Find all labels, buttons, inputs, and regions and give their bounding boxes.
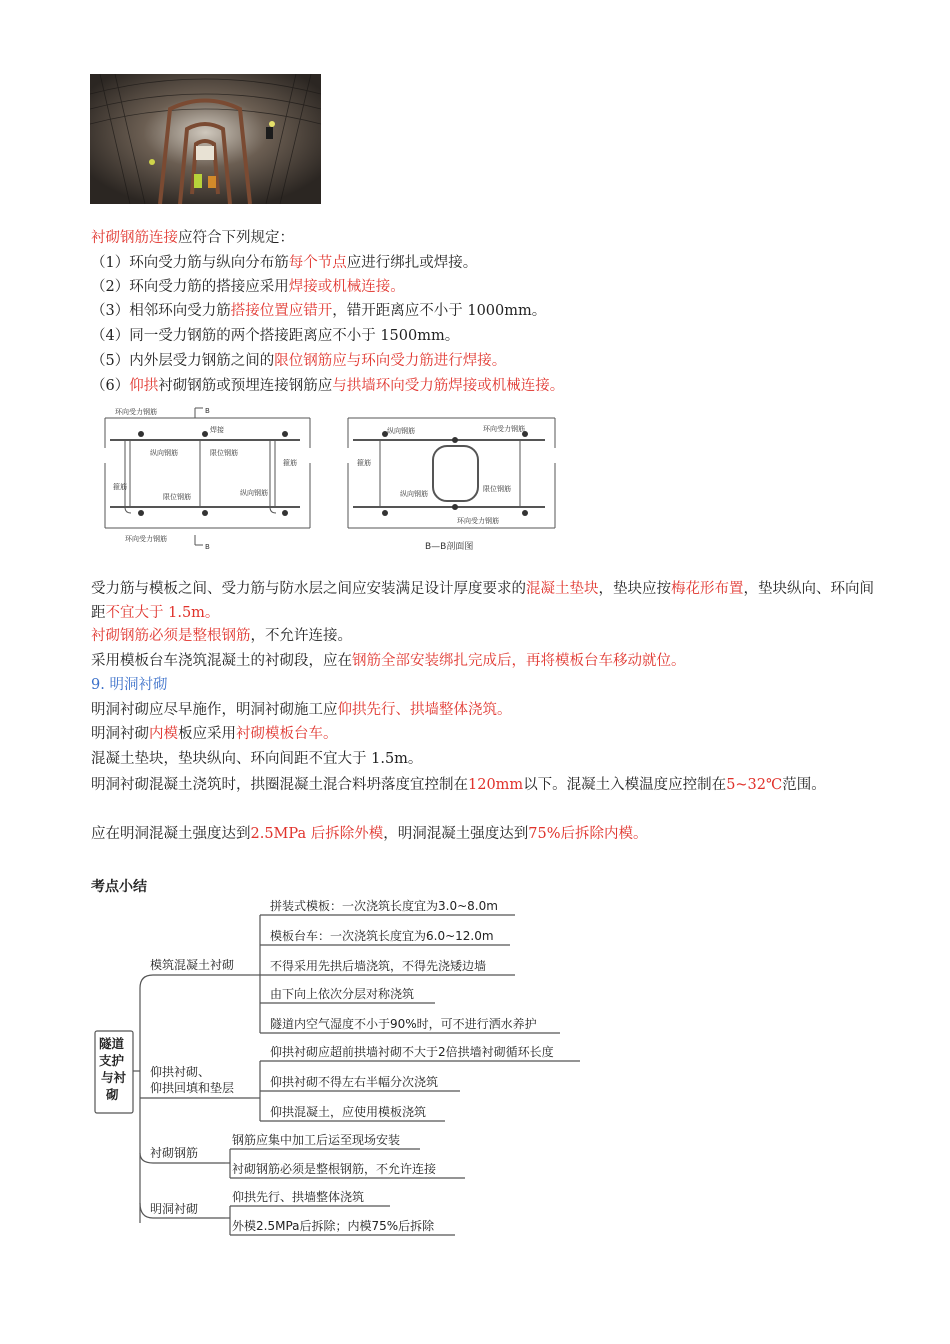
para-emphasis: 混凝土垫块: [526, 581, 599, 597]
rule-emphasis: 仰拱: [129, 378, 159, 394]
diagram-label: 纵向钢筋: [240, 489, 268, 497]
rule-text: 衬砌钢筋或预埋连接钢筋应: [158, 378, 333, 394]
para-emphasis: 75%后拆除内模。: [528, 826, 648, 842]
diagram-label: 箍筋: [113, 483, 127, 491]
diagram-label: 箍筋: [357, 459, 371, 467]
para-text: 应在明洞混凝土强度达到: [91, 826, 251, 842]
mindmap-branch-label: 衬砌钢筋: [150, 1146, 199, 1160]
section-title: B—B剖面图: [425, 542, 474, 552]
para-text: ，垫块应按: [598, 581, 671, 597]
para-text: 以下。混凝土入模温度应控制在: [523, 777, 727, 793]
mindmap-leaf: 仰拱衬砌不得左右半幅分次浇筑: [270, 1075, 439, 1089]
rule-emphasis: 与拱墙环向受力筋焊接或机械连接。: [332, 378, 565, 394]
diagram-label: 纵向钢筋: [400, 490, 428, 498]
mindmap-leaf: 钢筋应集中加工后运至现场安装: [232, 1133, 401, 1147]
rule-6: [91, 376, 564, 396]
section-mark-bottom: B: [205, 543, 210, 551]
mindmap-branch-label: 明洞衬砌: [150, 1202, 199, 1216]
rule-5: [91, 351, 506, 371]
para-text: 块纵向、环向间距: [91, 581, 874, 621]
diagram-label: 环向受力钢筋: [125, 535, 167, 543]
para-text: 范: [782, 777, 797, 793]
mindmap-branch-label: 仰拱回填和垫层: [150, 1081, 235, 1095]
diagram-label: 环向受力钢筋: [483, 425, 525, 433]
rebar-connection-intro: [91, 228, 294, 248]
para-text: 明洞衬砌应尽早施作，明洞衬砌施工应: [91, 702, 338, 718]
paragraph-open-cut-1: [91, 700, 512, 720]
para-text: 采用模板台车浇筑混凝土的衬砌段，应在: [91, 653, 352, 669]
diagram-label: 纵向钢筋: [150, 449, 178, 457]
paragraph-open-cut-2: [91, 724, 338, 744]
mindmap-leaf: 衬砌钢筋必须是整根钢筋，不允许连接: [232, 1162, 437, 1176]
mindmap-leaf: 外模2.5MPa后拆除；内模75%后拆除: [232, 1219, 435, 1233]
rule-emphasis: 限位钢筋应与环向受力筋进行焊接。: [274, 353, 507, 369]
mindmap-root: 隧道支护与衬砌: [99, 1036, 127, 1102]
summary-title: 考点小结: [91, 879, 147, 895]
paragraph-formwork-trolley: [91, 651, 686, 671]
diagram-label: 环向受力钢筋: [457, 517, 499, 525]
para-emphasis: 钢筋全部安装绑扎完成后，再将模板台车移动就位。: [352, 653, 686, 669]
paragraph-open-cut-3: 混凝土垫块，垫块纵向、环向间距不宜大于 1.5m。: [91, 751, 423, 767]
mindmap-leaf: 模板台车：一次浇筑长度宜为6.0~12.0m: [270, 929, 494, 943]
para-text: 明洞衬砌混凝土浇筑时，拱圈混凝土混合料坍落度宜控制在: [91, 777, 468, 793]
diagram-label: 纵向钢筋: [387, 427, 415, 435]
para-text: 围。: [796, 777, 826, 793]
para-text: ，垫: [743, 581, 773, 597]
para-text: ，明洞混凝土强度达到: [383, 826, 529, 842]
diagram-label: 限位钢筋: [483, 485, 511, 493]
para-emphasis: 仰拱先行、拱墙整体浇筑。: [337, 702, 512, 718]
paragraph-open-cut-5: [91, 824, 648, 844]
rule-4: [91, 326, 459, 346]
paragraph-open-cut-4: [91, 773, 886, 797]
para-text: ，不允许连接。: [250, 628, 352, 644]
rule-1: [91, 253, 477, 273]
rule-text: （1）环向受力筋与纵向分布筋: [91, 255, 289, 271]
mindmap-leaf: 仰拱衬砌应超前拱墙衬砌不大于2倍拱墙衬砌循环长度: [270, 1045, 554, 1059]
mindmap-leaf: 不得采用先拱后墙浇筑，不得先浇矮边墙: [270, 959, 487, 973]
rule-3: [91, 301, 546, 321]
diagram-label: 环向受力钢筋: [115, 408, 157, 416]
intro-keyword: 衬砌钢筋连接: [91, 230, 178, 246]
mindmap-leaf: 隧道内空气湿度不小于90%时，可不进行洒水养护: [270, 1017, 537, 1031]
rule-2: [91, 277, 405, 297]
para-text: 板应采用: [178, 726, 236, 742]
diagram-label: 焊接: [210, 426, 224, 434]
mindmap-leaf: 仰拱混凝土，应使用模板浇筑: [270, 1105, 427, 1119]
rule-text: 应进行绑扎或焊接。: [346, 255, 478, 271]
para-emphasis: 内模: [149, 726, 178, 742]
rule-emphasis: 搭接位置应错开: [230, 303, 333, 319]
diagram-label: 箍筋: [283, 459, 297, 467]
paragraph-spacer-blocks: [91, 577, 886, 625]
para-emphasis: 衬砌钢筋必须是整根钢筋: [91, 628, 251, 644]
rule-text: （3）相邻环向受力筋: [91, 303, 231, 319]
rule-text: （6）: [91, 378, 130, 394]
para-text: 明洞衬砌: [91, 726, 149, 742]
para-emphasis: 2.5MPa 后拆除外模: [250, 826, 384, 842]
para-emphasis: 120mm: [468, 777, 524, 793]
mindmap-leaf: 由下向上依次分层对称浇筑: [270, 987, 415, 1001]
para-emphasis: 梅花形布置: [671, 581, 744, 597]
rule-emphasis: 每个节点: [288, 255, 347, 271]
heading-open-cut-lining: 9. 明洞衬砌: [91, 677, 168, 693]
intro-text: 应符合下列规定：: [178, 230, 294, 246]
mindmap-leaf: 仰拱先行、拱墙整体浇筑: [232, 1190, 365, 1204]
diagram-label: 限位钢筋: [163, 493, 191, 501]
mindmap-leaf: 拼装式模板：一次浇筑长度宜为3.0~8.0m: [270, 899, 498, 913]
diagram-label: 限位钢筋: [210, 449, 238, 457]
para-emphasis: 5~32℃: [726, 777, 783, 793]
rule-emphasis: 焊接或机械连接。: [288, 279, 405, 295]
mindmap-branch-label: 模筑混凝土衬砌: [150, 958, 235, 972]
rebar-layout-diagram: [95, 403, 575, 555]
summary-mindmap: [90, 893, 590, 1238]
rule-text: （5）内外层受力钢筋之间的: [91, 353, 275, 369]
rule-text: ，错开距离应不小于 1000mm。: [332, 303, 547, 319]
rule-text: （2）环向受力筋的搭接应采用: [91, 279, 289, 295]
rule-text: （4）同一受力钢筋的两个搭接距离应不小于 1500mm。: [91, 328, 460, 344]
paragraph-whole-rebar: [91, 626, 352, 646]
para-emphasis: 衬砌模板台车。: [236, 726, 338, 742]
tunnel-construction-photo: [90, 74, 321, 204]
para-emphasis: 不宜大于 1.5m。: [105, 605, 220, 621]
mindmap-branch-label: 仰拱衬砌、: [150, 1065, 211, 1079]
para-text: 受力筋与模板之间、受力筋与防水层之间应安装满足设计厚度要求的: [91, 581, 526, 597]
section-mark-top: B: [205, 407, 210, 415]
